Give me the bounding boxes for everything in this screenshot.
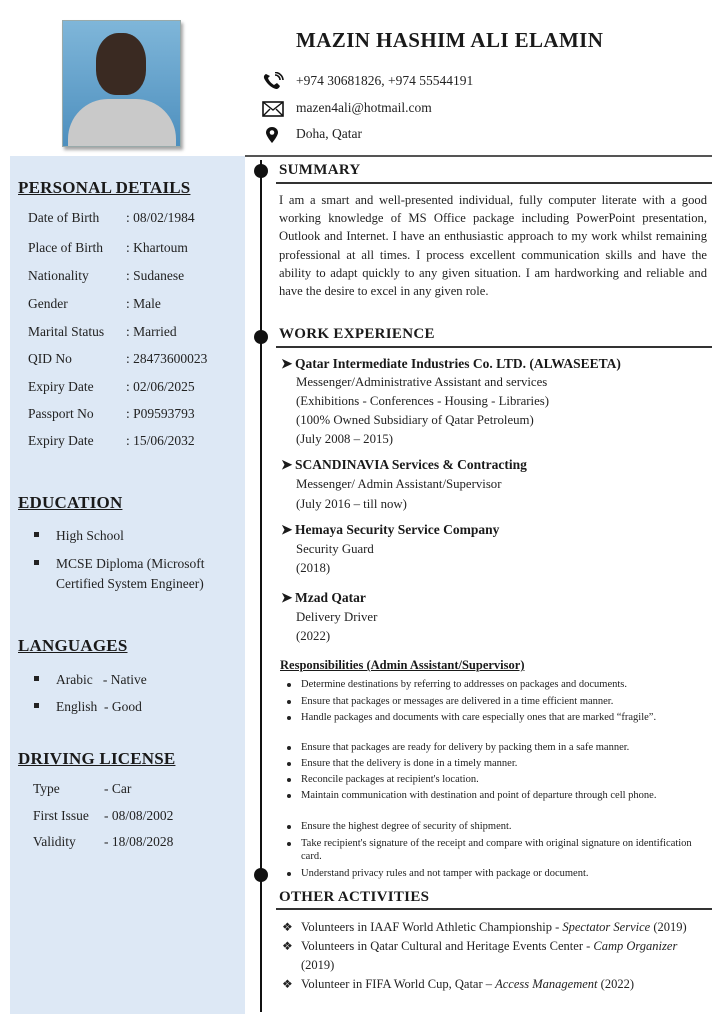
license-value: - 08/08/2002 <box>104 808 174 823</box>
diamond-bullet-icon: ❖ <box>282 977 293 991</box>
detail-label: Passport No <box>28 406 94 421</box>
job-company: ➤ SCANDINAVIA Services & Contracting <box>281 457 527 472</box>
phone-text: +974 30681826, +974 55544191 <box>296 73 474 88</box>
responsibility-item: Ensure that packages are ready for delivery by packing them in a safe manner. <box>301 742 701 755</box>
photo-shirt <box>68 99 176 147</box>
detail-label: Marital Status <box>28 324 105 339</box>
license-label: Type <box>33 781 60 796</box>
job-detail: (100% Owned Subsidiary of Qatar Petroleum) <box>296 413 534 427</box>
detail-value: : Male <box>126 296 161 311</box>
detail-label: Gender <box>28 296 68 311</box>
job-company: ➤ Qatar Intermediate Industries Co. LTD. (ALWASEETA) <box>281 356 621 371</box>
personal-details-title: PERSONAL DETAILS <box>18 178 191 197</box>
responsibility-item: Handle packages and documents with care especially ones that are marked “fragile”. <box>301 712 701 725</box>
responsibility-item: Maintain communication with destination and point of departure through cell phone. <box>301 790 701 803</box>
activity-item: ❖ Volunteer in FIFA World Cup, Qatar – Access Management (2022) <box>301 975 706 994</box>
timeline-dot <box>254 330 268 344</box>
license-value: - 18/08/2028 <box>104 834 174 849</box>
email-text[interactable]: mazen4ali@hotmail.com <box>296 100 432 115</box>
diamond-bullet-icon: ❖ <box>282 920 293 934</box>
work-experience-title: WORK EXPERIENCE <box>279 326 435 342</box>
detail-value: : 08/02/1984 <box>126 210 195 225</box>
photo-head <box>96 33 146 95</box>
diamond-bullet-icon: ❖ <box>282 939 293 953</box>
responsibility-item: Ensure the highest degree of security of shipment. <box>301 821 701 834</box>
license-label: First Issue <box>33 808 89 823</box>
job-detail: Messenger/Administrative Assistant and services <box>296 375 548 389</box>
detail-label: Place of Birth <box>28 240 103 255</box>
detail-value: : 28473600023 <box>126 351 208 366</box>
envelope-icon <box>262 100 284 118</box>
responsibility-item: Ensure that packages or messages are delivered in a time efficient manner. <box>301 696 701 709</box>
detail-value: : Married <box>126 324 177 339</box>
section-rule <box>276 908 712 910</box>
location-pin-icon <box>262 126 284 144</box>
section-rule <box>276 182 712 184</box>
other-activities-title: OTHER ACTIVITIES <box>279 889 430 905</box>
job-detail: (July 2016 – till now) <box>296 497 407 511</box>
detail-value: : P09593793 <box>126 406 195 421</box>
timeline-dot <box>254 164 268 178</box>
detail-label: Nationality <box>28 268 89 283</box>
detail-label: Date of Birth <box>28 210 100 225</box>
responsibility-item: Reconcile packages at recipient's location. <box>301 774 701 787</box>
phone-icon <box>262 72 284 90</box>
job-detail: (2018) <box>296 561 331 575</box>
job-company: ➤ Hemaya Security Service Company <box>281 522 500 537</box>
job-detail: (2022) <box>296 629 331 643</box>
languages-title: LANGUAGES <box>18 636 128 655</box>
detail-label: Expiry Date <box>28 379 94 394</box>
responsibility-item: Determine destinations by referring to addresses on packages and documents. <box>301 679 701 692</box>
responsibilities-title: Responsibilities (Admin Assistant/Supervisor) <box>280 658 525 672</box>
education-title: EDUCATION <box>18 493 123 512</box>
job-detail: Security Guard <box>296 542 374 556</box>
activity-item: ❖ Volunteers in IAAF World Athletic Championship - Spectator Service (2019) <box>301 918 706 937</box>
summary-title: SUMMARY <box>279 162 361 178</box>
job-detail: (July 2008 – 2015) <box>296 432 394 446</box>
detail-value: : 02/06/2025 <box>126 379 195 394</box>
job-detail: Delivery Driver <box>296 610 378 624</box>
profile-photo <box>62 20 181 147</box>
detail-value: : Khartoum <box>126 240 188 255</box>
location-text: Doha, Qatar <box>296 126 362 141</box>
candidate-name: MAZIN HASHIM ALI ELAMIN <box>296 28 604 52</box>
activity-item: ❖ Volunteers in Qatar Cultural and Heritage Events Center - Camp Organizer (2019) <box>282 939 678 972</box>
responsibility-item: Take recipient's signature of the receipt and compare with original signature on identification card. <box>301 838 701 863</box>
section-rule <box>276 346 712 348</box>
detail-value: : 15/06/2032 <box>126 433 195 448</box>
detail-label: Expiry Date <box>28 433 94 448</box>
timeline-line <box>260 160 262 1012</box>
responsibility-item: Ensure that the delivery is done in a timely manner. <box>301 758 701 771</box>
summary-text: I am a smart and well-presented individual, fully computer literate with a good working knowledge of MS Office package including PowerPoint presentation, Outlook and Internet. I have an enthusiastic approach to my work whilst remaining professional at all times. I process excellent communication skills and have the ability to adapt quickly to any given situation. I am hardworking and reliable and have the desire to excel in any given role. <box>279 193 707 299</box>
job-detail: Messenger/ Admin Assistant/Supervisor <box>296 477 502 491</box>
detail-label: QID No <box>28 351 72 366</box>
driving-license-title: DRIVING LICENSE <box>18 749 176 768</box>
job-detail: (Exhibitions - Conferences - Housing - Libraries) <box>296 394 550 408</box>
header-divider <box>245 155 712 157</box>
timeline-dot <box>254 868 268 882</box>
job-company: ➤ Mzad Qatar <box>281 590 366 605</box>
detail-value: : Sudanese <box>126 268 185 283</box>
responsibility-item: Understand privacy rules and not tamper with package or document. <box>301 868 701 881</box>
license-value: - Car <box>104 781 132 796</box>
license-label: Validity <box>33 834 76 849</box>
